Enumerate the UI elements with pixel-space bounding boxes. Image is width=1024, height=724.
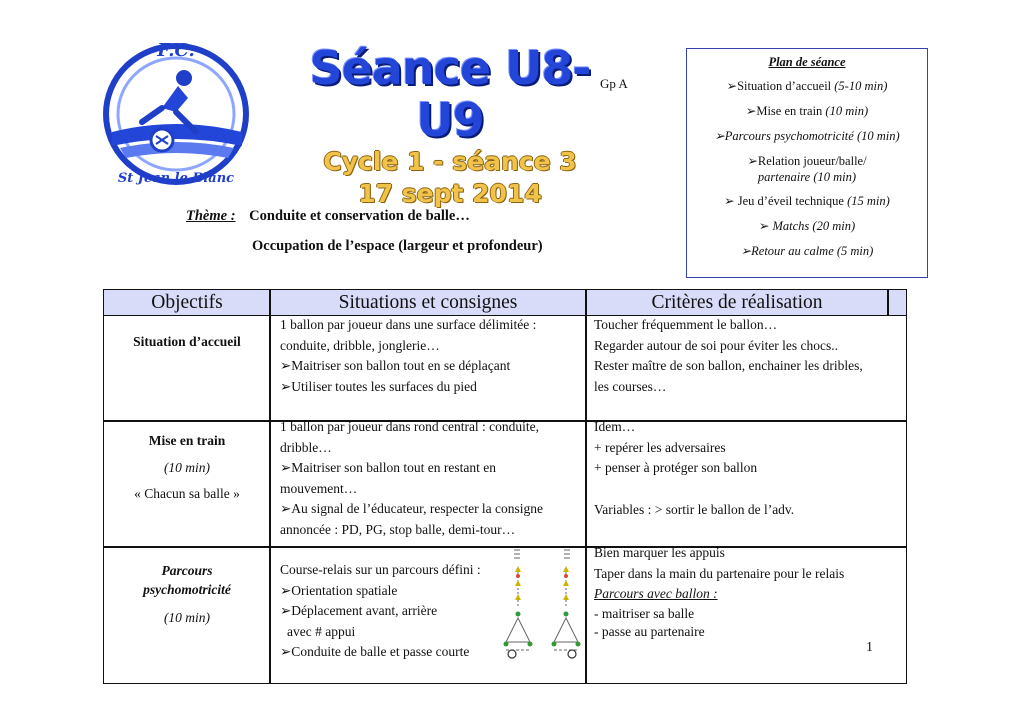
plan-item <box>687 103 927 119</box>
plan-item-name: ➢Relation joueur/balle/ <box>747 154 867 168</box>
theme-text-2: Occupation de l’espace (largeur et profondeur) <box>252 238 543 254</box>
situation-line: ➢Orientation spatiale <box>280 582 398 598</box>
objective-line: psychomotricité <box>143 582 231 597</box>
objective-line: Mise en train <box>148 433 226 448</box>
table-row-3-objective <box>104 561 270 627</box>
situation-line: conduite, dribble, jonglerie… <box>280 337 440 353</box>
objective-line: (10 min) <box>163 459 211 475</box>
criteria-line: Rester maître de son ballon, enchainer les dribles, <box>594 358 863 373</box>
criteria-line: les courses… <box>594 378 667 394</box>
objective-line: Parcours <box>161 563 213 578</box>
criteria-line: Idem… <box>594 419 636 434</box>
table-row-2-criteria <box>594 417 888 520</box>
table-row-1-objective <box>104 332 270 353</box>
page-number: 1 <box>866 640 873 655</box>
cycle-title: Cycle 1 - séance 3 <box>323 147 577 176</box>
objective-line: (10 min) <box>163 610 211 625</box>
table-row-3-situation <box>280 560 510 663</box>
situation-line: 1 ballon par joueur dans rond central : conduite, <box>280 419 540 434</box>
plan-item-time: (15 min) <box>847 194 890 208</box>
club-logo <box>92 36 260 188</box>
objective-line: Situation d’accueil <box>133 334 241 349</box>
situation-line: ➢Déplacement avant, arrière <box>280 603 438 618</box>
plan-item-name: ➢ Jeu d’éveil technique <box>724 194 844 208</box>
criteria-line: Parcours avec ballon : <box>594 586 718 601</box>
plan-item-name: ➢Retour au calme (5 min) <box>740 244 874 258</box>
plan-item <box>687 153 927 185</box>
criteria-line: - maitriser sa balle <box>594 605 695 621</box>
plan-item-name: ➢Parcours psychomotricité (10 min) <box>714 129 900 143</box>
plan-item-name: ➢Mise en train <box>745 104 823 118</box>
situation-line: ➢Conduite de balle et passe courte <box>280 644 470 659</box>
table-row-2-situation <box>280 417 580 540</box>
plan-item <box>687 78 927 94</box>
criteria-line: Variables : > sortir le ballon de l’adv. <box>594 501 795 517</box>
plan-title: Plan de séance <box>768 55 846 69</box>
session-plan-box <box>686 48 928 278</box>
header-situations: Situations et consignes <box>338 292 518 313</box>
theme-label: Thème : <box>186 208 236 224</box>
situation-line: ➢Au signal de l’éducateur, respecter la consigne <box>280 501 544 516</box>
table-row-1-criteria <box>594 315 888 397</box>
column-divider <box>887 290 889 316</box>
header-criteria: Critères de réalisation <box>651 292 823 313</box>
criteria-line: + repérer les adversaires <box>594 439 726 455</box>
plan-item-name: ➢ <box>758 219 770 233</box>
situation-line: ➢Maitriser son ballon tout en restant en <box>280 460 497 475</box>
plan-item-time: partenaire (10 min) <box>757 170 857 184</box>
situation-line: avec # appui <box>287 623 356 639</box>
session-title: Séance U8-U9 <box>309 41 591 147</box>
criteria-line: Regarder autour de soi pour éviter les chocs.. <box>594 337 839 353</box>
session-date: 17 sept 2014 <box>358 179 542 208</box>
title-block <box>300 42 600 210</box>
situation-line: ➢Maitriser son ballon tout en se déplaçant <box>280 358 511 373</box>
theme-line <box>186 208 470 225</box>
situation-line: 1 ballon par joueur dans une surface délimitée : <box>280 317 537 332</box>
criteria-line: Toucher fréquemment le ballon… <box>594 317 778 332</box>
criteria-line: - passe au partenaire <box>594 623 705 639</box>
logo-bottom-text: St Jean le Blanc <box>117 171 235 186</box>
theme-text-1: Conduite et conservation de balle… <box>249 208 470 224</box>
logo-top-text: F.C. <box>157 40 195 61</box>
plan-item <box>687 243 927 259</box>
header-objectives: Objectifs <box>151 292 223 313</box>
plan-item-time: Matchs (20 min) <box>772 219 856 233</box>
situation-line: dribble… <box>280 439 332 455</box>
plan-item <box>687 128 927 144</box>
situation-line: Course-relais sur un parcours défini : <box>280 562 481 577</box>
relay-course-diagram <box>500 546 584 660</box>
plan-item-time: (5-10 min) <box>834 79 888 93</box>
plan-item <box>687 218 927 234</box>
group-label: Gp A <box>600 76 628 91</box>
table-row-3-criteria <box>594 543 888 641</box>
criteria-line: Bien marquer les appuis <box>594 545 725 560</box>
column-divider <box>585 290 587 683</box>
table-row-2-objective <box>104 428 270 508</box>
situation-line: annoncée : PD, PG, stop balle, demi-tour… <box>280 521 516 537</box>
plan-item <box>687 193 927 209</box>
situation-line: mouvement… <box>280 480 358 496</box>
criteria-line: Taper dans la main du partenaire pour le relais <box>594 565 845 581</box>
objective-line: « Chacun sa balle » <box>134 486 240 501</box>
criteria-line: + penser à protéger son ballon <box>594 460 758 475</box>
plan-item-time: (10 min) <box>825 104 869 118</box>
table-header-row <box>104 290 906 316</box>
table-row-1-situation <box>280 315 580 397</box>
plan-item-name: ➢Situation d’accueil <box>726 79 832 93</box>
situation-line: ➢Utiliser toutes les surfaces du pied <box>280 378 477 394</box>
